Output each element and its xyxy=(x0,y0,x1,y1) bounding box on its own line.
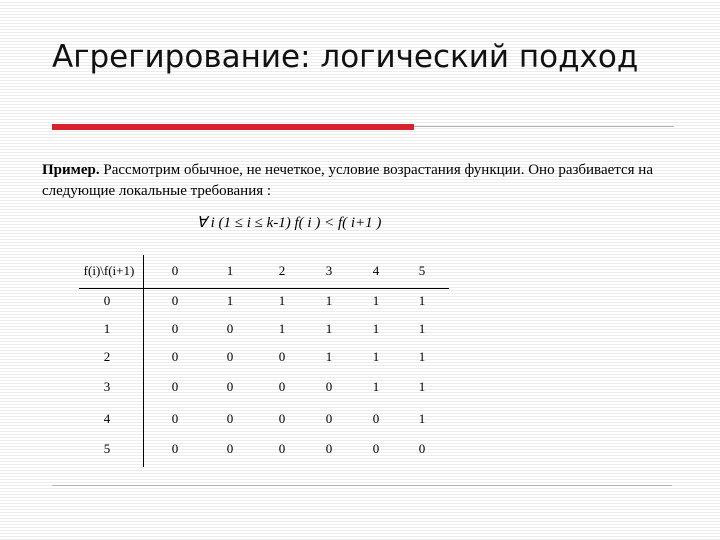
intro-lead: Пример. xyxy=(42,162,100,178)
table-header-rule xyxy=(79,288,449,289)
slide-title: Агрегирование: логический подход xyxy=(52,39,639,75)
column-header: 0 xyxy=(171,263,179,278)
row-header: 3 xyxy=(103,379,111,394)
table-row xyxy=(79,321,449,337)
table-cell: 1 xyxy=(372,321,380,336)
table-cell: 0 xyxy=(226,379,234,394)
row-header: 2 xyxy=(103,349,111,364)
table-row xyxy=(79,349,449,365)
table-cell: 0 xyxy=(278,379,286,394)
table-cell: 0 xyxy=(372,411,380,426)
table-row xyxy=(79,411,449,427)
table-cell: 1 xyxy=(325,321,333,336)
column-header: 4 xyxy=(372,263,380,278)
comparison-table xyxy=(79,255,449,467)
table-cell: 0 xyxy=(278,441,286,456)
column-header: 1 xyxy=(226,263,234,278)
table-cell: 0 xyxy=(171,321,179,336)
table-cell: 0 xyxy=(226,441,234,456)
row-header: 1 xyxy=(103,321,111,336)
table-corner-label: f(i)\f(i+1) xyxy=(83,263,135,278)
table-cell: 0 xyxy=(278,411,286,426)
table-cell: 0 xyxy=(171,293,179,308)
table-cell: 0 xyxy=(372,441,380,456)
table-cell: 1 xyxy=(418,349,426,364)
title-divider-rule xyxy=(414,126,674,127)
title-accent-rule xyxy=(52,124,414,130)
table-cell: 1 xyxy=(418,293,426,308)
table-header-row xyxy=(79,263,449,279)
table-cell: 0 xyxy=(171,411,179,426)
row-header: 4 xyxy=(103,411,111,426)
table-cell: 0 xyxy=(226,321,234,336)
table-cell: 1 xyxy=(226,293,234,308)
table-cell: 1 xyxy=(278,321,286,336)
column-header: 2 xyxy=(278,263,286,278)
table-cell: 0 xyxy=(226,349,234,364)
table-cell: 0 xyxy=(171,441,179,456)
table-cell: 0 xyxy=(226,411,234,426)
table-cell: 0 xyxy=(171,379,179,394)
table-cell: 0 xyxy=(325,411,333,426)
intro-paragraph xyxy=(42,160,682,202)
row-header: 5 xyxy=(103,441,111,456)
table-row xyxy=(79,441,449,457)
intro-text: Рассмотрим обычное, не нечеткое, условие возрастания функции. Оно разбивается на следующие локальные требования : xyxy=(42,162,653,199)
table-cell: 0 xyxy=(325,441,333,456)
monotonic-condition-formula: ∀ i (1 ≤ i ≤ k-1) f( i ) < f( i+1 ) xyxy=(196,215,382,231)
column-header: 5 xyxy=(418,263,426,278)
table-row xyxy=(79,379,449,395)
column-header: 3 xyxy=(325,263,333,278)
table-cell: 0 xyxy=(171,349,179,364)
footer-divider-rule xyxy=(52,485,672,486)
table-row xyxy=(79,293,449,309)
table-cell: 1 xyxy=(278,293,286,308)
table-cell: 1 xyxy=(372,379,380,394)
table-cell: 1 xyxy=(325,349,333,364)
table-cell: 1 xyxy=(372,293,380,308)
row-header: 0 xyxy=(103,293,111,308)
table-cell: 0 xyxy=(325,379,333,394)
table-cell: 1 xyxy=(418,411,426,426)
table-cell: 0 xyxy=(418,441,426,456)
table-cell: 1 xyxy=(418,321,426,336)
table-cell: 1 xyxy=(372,349,380,364)
table-cell: 0 xyxy=(278,349,286,364)
table-cell: 1 xyxy=(418,379,426,394)
table-cell: 1 xyxy=(325,293,333,308)
